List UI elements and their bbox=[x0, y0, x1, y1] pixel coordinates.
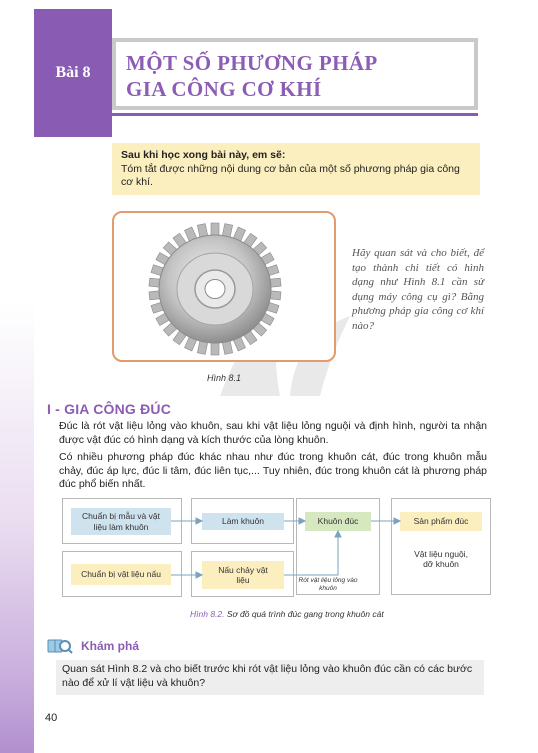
label-pour-liquid: Rót vật liệu lỏng vào khuôn bbox=[298, 577, 358, 592]
node-make-mould: Làm khuôn bbox=[202, 513, 284, 530]
casting-paragraph-1: Đúc là rót vật liệu lỏng vào khuôn, sau khi vật liệu lỏng nguội và định hình, người ta nhận được vật đúc có hình dạng và kích thước của lòng khuôn. bbox=[59, 420, 487, 446]
figure-8-2-number: Hình 8.2. bbox=[190, 609, 225, 619]
casting-process-diagram bbox=[59, 495, 491, 605]
node-cool-unmould: Vật liệu nguội, dỡ khuôn bbox=[414, 548, 468, 569]
explore-heading bbox=[47, 638, 139, 654]
figure-8-2-text: Sơ đồ quá trình đúc gang trong khuôn cát bbox=[224, 609, 384, 619]
figure-8-1-caption: Hình 8.1 bbox=[207, 373, 242, 383]
goals-text: Tóm tắt được những nội dung cơ bản của một số phương pháp gia công cơ khí. bbox=[121, 163, 460, 188]
title-box bbox=[112, 38, 478, 110]
node-prepare-melt-material: Chuẩn bị vật liệu nấu bbox=[71, 564, 171, 585]
explore-question: Quan sát Hình 8.2 và cho biết trước khi rót vật liệu lỏng vào khuôn đúc cần có các bước nào để xử lí vật liệu và khuôn? bbox=[56, 660, 484, 695]
page-number: 40 bbox=[45, 712, 58, 724]
figure-8-1-frame bbox=[112, 211, 336, 362]
node-cast-product: Sản phẩm đúc bbox=[400, 512, 482, 531]
casting-paragraph-2: Có nhiều phương pháp đúc khác nhau như đúc trong khuôn cát, đúc trong khuôn mẫu chảy, đúc áp lực, đúc li tâm, đúc liên tục,... Tuy nhiên, đúc trong khuôn cát là phương pháp đúc phổ biến nhất. bbox=[59, 451, 487, 490]
node-prepare-mould-material: Chuẩn bị mẫu và vật liệu làm khuôn bbox=[71, 508, 171, 535]
book-magnifier-icon bbox=[47, 638, 73, 654]
section-title-casting: I - GIA CÔNG ĐÚC bbox=[47, 401, 172, 417]
learning-goals-box bbox=[112, 143, 480, 195]
figure-8-1-question: Hãy quan sát và cho biết, để tạo thành chi tiết có hình dạng như Hình 8.1 cần sử dụng máy công cụ gì? Bằng phương pháp gia công cơ khí nào? bbox=[352, 247, 484, 332]
explore-label: Khám phá bbox=[81, 639, 140, 653]
title-line-1: MỘT SỐ PHƯƠNG PHÁP bbox=[126, 51, 378, 75]
figure-8-2-caption bbox=[190, 609, 384, 619]
title-line-2: GIA CÔNG CƠ KHÍ bbox=[126, 77, 322, 101]
lesson-label: Bài 8 bbox=[55, 64, 91, 81]
diagram-arrows bbox=[59, 495, 491, 605]
goals-heading: Sau khi học xong bài này, em sẽ: bbox=[121, 149, 286, 161]
page-side-band bbox=[0, 0, 34, 753]
title-underline bbox=[112, 113, 478, 116]
gear-image bbox=[140, 219, 290, 359]
node-casting-mould: Khuôn đúc bbox=[305, 512, 371, 531]
lesson-tab bbox=[34, 9, 112, 137]
node-melt-material: Nấu chảy vật liệu bbox=[202, 561, 284, 589]
